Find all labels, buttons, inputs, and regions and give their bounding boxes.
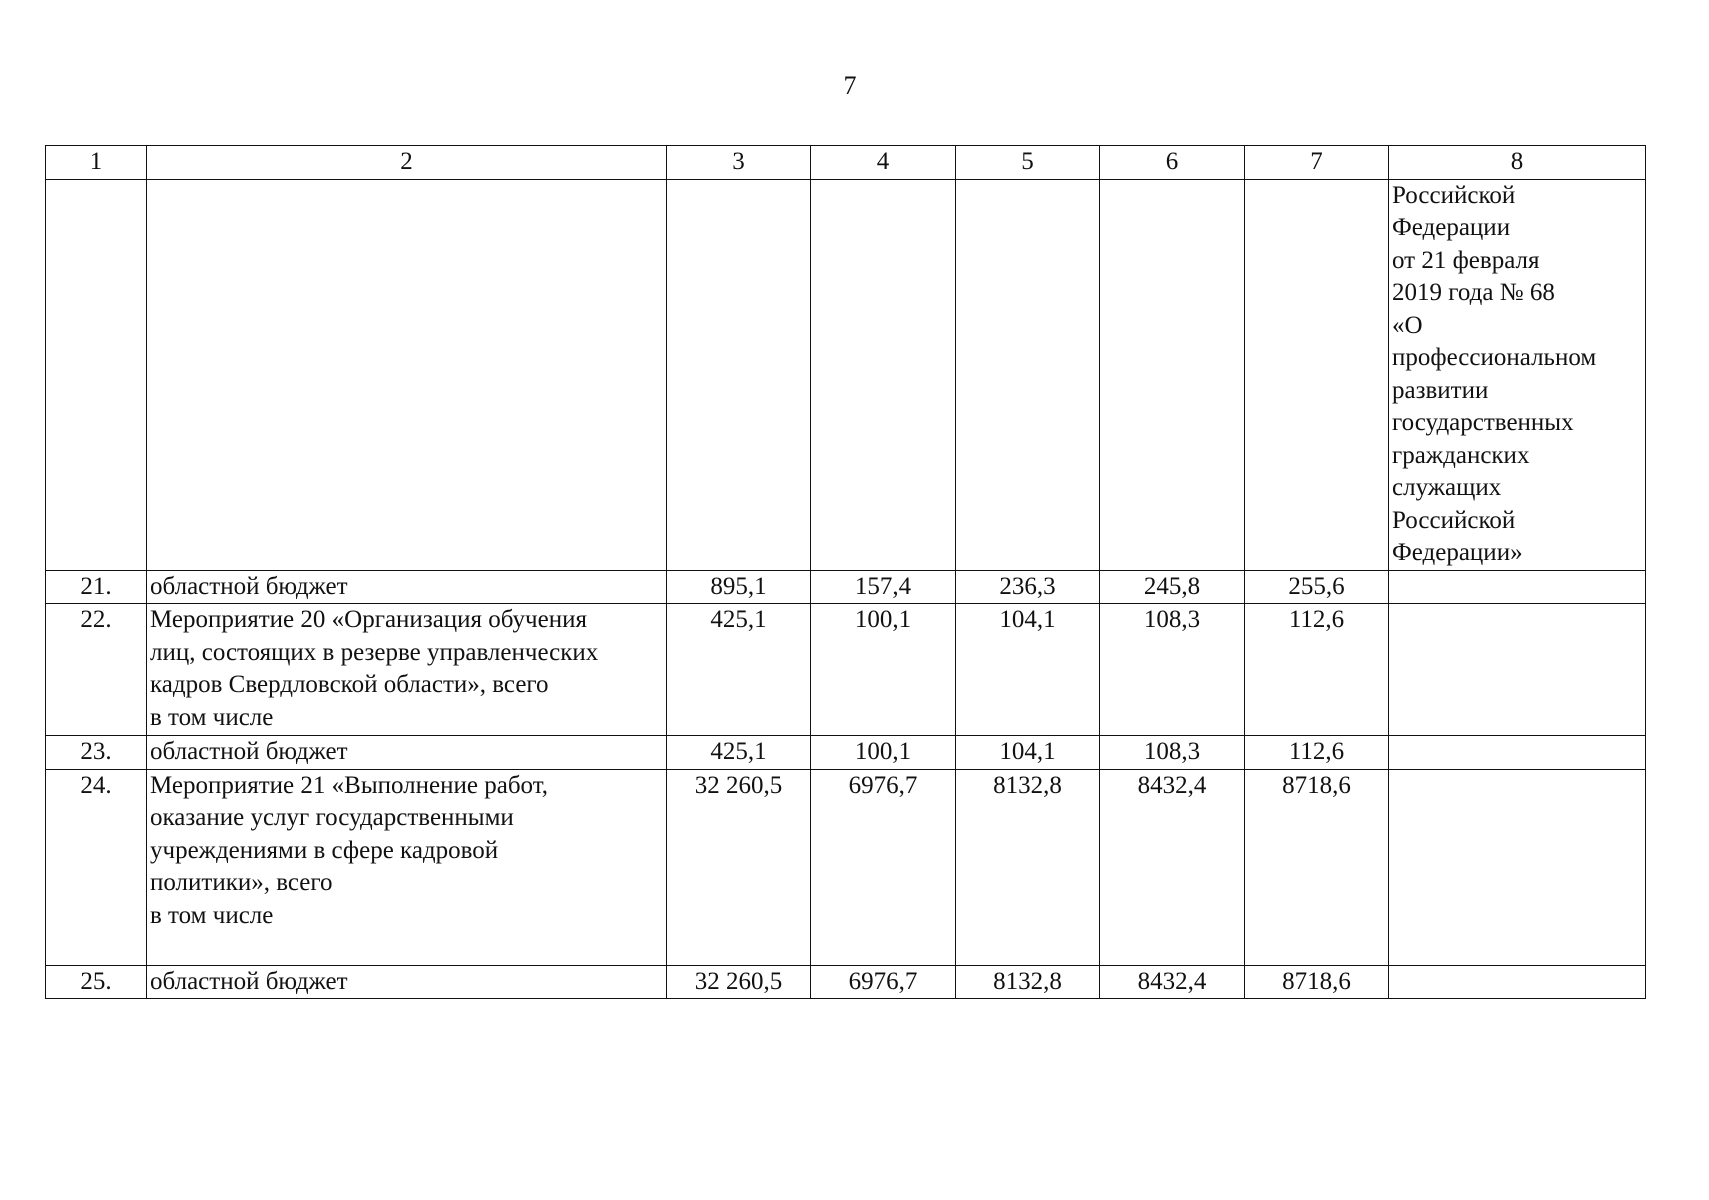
column-header-3: 3	[667, 146, 811, 180]
column-header-4: 4	[811, 146, 956, 180]
continuation-cell-name	[147, 179, 667, 570]
row-name: областной бюджет	[147, 570, 667, 604]
value-col-6: 108,3	[1100, 604, 1245, 736]
row-number: 23.	[46, 736, 147, 770]
row-number: 25.	[46, 965, 147, 999]
value-col-7: 255,6	[1245, 570, 1389, 604]
value-col-8	[1389, 604, 1646, 736]
continuation-cell-v6	[1100, 179, 1245, 570]
value-col-8	[1389, 769, 1646, 965]
column-header-6: 6	[1100, 146, 1245, 180]
table-row	[46, 965, 1646, 999]
value-col-5: 104,1	[956, 736, 1100, 770]
value-col-4: 157,4	[811, 570, 956, 604]
value-col-7: 112,6	[1245, 736, 1389, 770]
value-col-8	[1389, 736, 1646, 770]
value-col-7: 8718,6	[1245, 769, 1389, 965]
table-row	[46, 604, 1646, 736]
value-col-3: 895,1	[667, 570, 811, 604]
value-col-3: 32 260,5	[667, 965, 811, 999]
value-col-7: 112,6	[1245, 604, 1389, 736]
row-name: Мероприятие 20 «Организация обучения лиц, состоящих в резерве управленческих кадров Свердловской области», всего в том числе	[147, 604, 667, 736]
legal-basis-note: Российской Федерации от 21 февраля 2019 года № 68 «О профессиональном развитии государственных гражданских служащих Российской Федерации»	[1389, 179, 1646, 570]
table-header-row	[46, 146, 1646, 180]
value-col-3: 425,1	[667, 604, 811, 736]
value-col-5: 104,1	[956, 604, 1100, 736]
row-number: 21.	[46, 570, 147, 604]
table-row	[46, 736, 1646, 770]
value-col-4: 100,1	[811, 604, 956, 736]
value-col-4: 6976,7	[811, 769, 956, 965]
value-col-3: 425,1	[667, 736, 811, 770]
value-col-6: 8432,4	[1100, 769, 1245, 965]
column-header-2: 2	[147, 146, 667, 180]
page-number: 7	[843, 71, 857, 100]
table-row	[46, 769, 1646, 965]
value-col-7: 8718,6	[1245, 965, 1389, 999]
column-header-5: 5	[956, 146, 1100, 180]
value-col-6: 8432,4	[1100, 965, 1245, 999]
value-col-4: 100,1	[811, 736, 956, 770]
value-col-3: 32 260,5	[667, 769, 811, 965]
row-number: 24.	[46, 769, 147, 965]
value-col-4: 6976,7	[811, 965, 956, 999]
value-col-8	[1389, 570, 1646, 604]
continuation-cell-v7	[1245, 179, 1389, 570]
continuation-cell-num	[46, 179, 147, 570]
continuation-cell-v3	[667, 179, 811, 570]
value-col-5: 8132,8	[956, 965, 1100, 999]
continuation-cell-v4	[811, 179, 956, 570]
table-row	[46, 570, 1646, 604]
table-row-continuation	[46, 179, 1646, 570]
value-col-5: 236,3	[956, 570, 1100, 604]
budget-table	[45, 145, 1646, 999]
row-name: Мероприятие 21 «Выполнение работ, оказание услуг государственными учреждениями в сфере кадровой политики», всего в том числе	[147, 769, 667, 965]
value-col-5: 8132,8	[956, 769, 1100, 965]
value-col-6: 108,3	[1100, 736, 1245, 770]
column-header-1: 1	[46, 146, 147, 180]
column-header-8: 8	[1389, 146, 1646, 180]
row-name: областной бюджет	[147, 736, 667, 770]
value-col-6: 245,8	[1100, 570, 1245, 604]
row-number: 22.	[46, 604, 147, 736]
column-header-7: 7	[1245, 146, 1389, 180]
row-name: областной бюджет	[147, 965, 667, 999]
continuation-cell-v5	[956, 179, 1100, 570]
value-col-8	[1389, 965, 1646, 999]
